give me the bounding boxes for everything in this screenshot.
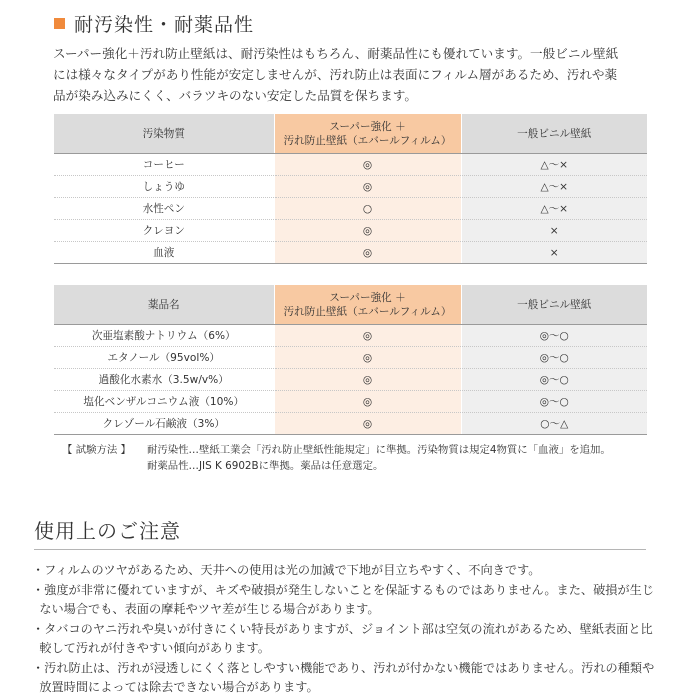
super-rating-cell: ◎	[274, 347, 461, 369]
substance-cell: コーヒー	[54, 154, 274, 176]
intro-paragraph	[53, 43, 653, 106]
vinyl-rating-cell: △〜×	[461, 198, 647, 220]
super-rating-cell: ◎	[274, 220, 461, 242]
intro-line: 品が染み込みにくく、バラツキのない安定した品質を保ちます。	[53, 88, 417, 103]
intro-line: スーパー強化＋汚れ防止壁紙は、耐汚染性はもちろん、耐薬品性にも優れています。一般ビニル壁紙	[53, 46, 619, 61]
table-row	[54, 413, 647, 435]
divider	[34, 549, 646, 550]
header-substance: 汚染物質	[54, 114, 274, 154]
section-heading	[54, 12, 254, 34]
table-row	[54, 369, 647, 391]
caution-note: ・汚れ防止は、汚れが浸透しにくく落としやすい機能であり、汚れが付かない機能ではありません。汚れの種類や放置時間によっては除去できない場合があります。	[32, 660, 655, 694]
vinyl-rating-cell: ◎〜○	[461, 347, 647, 369]
super-rating-cell: ◎	[274, 154, 461, 176]
table-row	[54, 325, 647, 347]
table-row	[54, 154, 647, 176]
vinyl-rating-cell: ×	[461, 242, 647, 264]
table-header-row	[54, 114, 647, 154]
table-row	[54, 198, 647, 220]
super-rating-cell: ◎	[274, 325, 461, 347]
table-header-row	[54, 285, 647, 325]
super-rating-cell: ◎	[274, 369, 461, 391]
substance-cell: 水性ペン	[54, 198, 274, 220]
intro-line: には様々なタイプがあり性能が安定しませんが、汚れ防止は表面にフィルム層があるため、汚れや薬	[53, 67, 618, 82]
caution-note: ・タバコのヤニ汚れや臭いが付きにくい特長がありますが、ジョイント部は空気の流れがあるため、壁紙表面と比較して汚れが付きやすい傾向があります。	[32, 621, 653, 655]
vinyl-rating-cell: ◎〜○	[461, 391, 647, 413]
super-rating-cell: ◎	[274, 391, 461, 413]
vinyl-rating-cell: ◎〜○	[461, 325, 647, 347]
table-row	[54, 220, 647, 242]
caution-title: 使用上のご注意	[34, 519, 181, 543]
section-title: 耐汚染性・耐薬品性	[74, 13, 255, 36]
test-method-label: 【 試験方法 】	[62, 444, 131, 456]
header-line: スーパー強化 ＋	[329, 291, 406, 304]
super-rating-cell: ○	[274, 198, 461, 220]
substance-cell: クレヨン	[54, 220, 274, 242]
header-vinyl-wallpaper: 一般ビニル壁紙	[461, 114, 647, 154]
chemical-cell: クレゾール石鹸液（3%）	[54, 413, 274, 435]
header-line: 汚れ防止壁紙（エバールフィルム）	[283, 134, 452, 147]
header-super-wallpaper	[274, 114, 461, 154]
table-row	[54, 176, 647, 198]
table-row	[54, 347, 647, 369]
table-row	[54, 242, 647, 264]
caution-note: ・フィルムのツヤがあるため、天井への使用は光の加減で下地が目立ちやすく、不向きです。	[32, 563, 541, 577]
stain-resistance-table	[54, 114, 647, 264]
super-rating-cell: ◎	[274, 176, 461, 198]
test-method-line: 耐薬品性…JIS K 6902Bに準拠。薬品は任意選定。	[147, 460, 384, 472]
table-row	[54, 391, 647, 413]
header-vinyl-wallpaper: 一般ビニル壁紙	[461, 285, 647, 325]
header-line: 汚れ防止壁紙（エバールフィルム）	[283, 305, 452, 318]
substance-cell: 血液	[54, 242, 274, 264]
header-line: スーパー強化 ＋	[329, 120, 406, 133]
header-chemical: 薬品名	[54, 285, 274, 325]
chemical-cell: エタノール（95vol%）	[54, 347, 274, 369]
vinyl-rating-cell: △〜×	[461, 176, 647, 198]
vinyl-rating-cell: ×	[461, 220, 647, 242]
vinyl-rating-cell: △〜×	[461, 154, 647, 176]
vinyl-rating-cell: ○〜△	[461, 413, 647, 435]
test-method-line: 耐汚染性…壁紙工業会「汚れ防止壁紙性能規定」に準拠。汚染物質は規定4物質に「血液」を追加。	[147, 444, 611, 456]
substance-cell: しょうゆ	[54, 176, 274, 198]
super-rating-cell: ◎	[274, 413, 461, 435]
chemical-cell: 塩化ベンザルコニウム液（10%）	[54, 391, 274, 413]
chemical-cell: 過酸化水素水（3.5w/v%）	[54, 369, 274, 391]
chemical-cell: 次亜塩素酸ナトリウム（6%）	[54, 325, 274, 347]
header-super-wallpaper	[274, 285, 461, 325]
super-rating-cell: ◎	[274, 242, 461, 264]
chemical-resistance-table	[54, 285, 647, 435]
orange-square-icon	[54, 18, 65, 29]
caution-note: ・強度が非常に優れていますが、キズや破損が発生しないことを保証するものではありません。また、破損が生じない場合でも、表面の摩耗やツヤ差が生じる場合があります。	[32, 582, 655, 616]
vinyl-rating-cell: ◎〜○	[461, 369, 647, 391]
caution-notes	[32, 561, 656, 698]
